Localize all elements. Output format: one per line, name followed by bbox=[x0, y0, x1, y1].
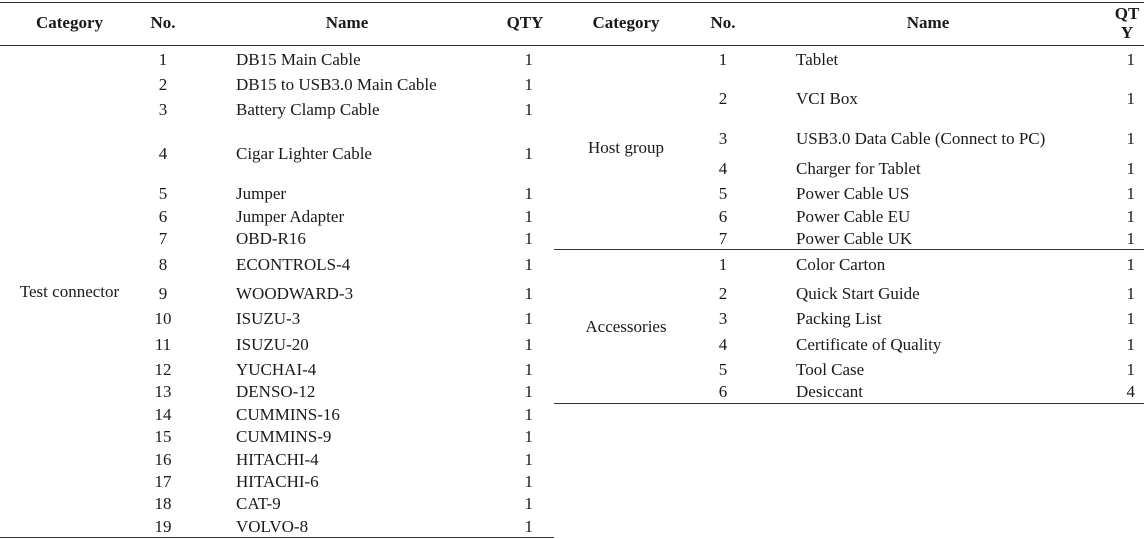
header-qty: QTY bbox=[506, 13, 544, 32]
row-quantity: 1 bbox=[1126, 207, 1135, 226]
row-item-name: CUMMINS-16 bbox=[236, 405, 340, 424]
row-item-name: HITACHI-4 bbox=[236, 450, 319, 469]
row-quantity: 1 bbox=[524, 450, 533, 469]
row-quantity: 1 bbox=[1126, 360, 1135, 379]
row-quantity: 1 bbox=[1126, 229, 1135, 248]
row-quantity: 1 bbox=[1126, 159, 1135, 178]
row-number: 2 bbox=[718, 89, 728, 108]
row-quantity: 1 bbox=[1126, 129, 1135, 148]
header-category: Category bbox=[35, 13, 104, 32]
row-number: 5 bbox=[718, 184, 728, 203]
row-item-name: ISUZU-20 bbox=[236, 335, 309, 354]
row-item-name: CAT-9 bbox=[236, 494, 281, 513]
header-name: Name bbox=[906, 13, 950, 32]
row-number: 12 bbox=[154, 360, 172, 379]
header-no: No. bbox=[150, 13, 176, 32]
row-item-name: Charger for Tablet bbox=[796, 159, 921, 178]
row-item-name: Color Carton bbox=[796, 255, 886, 274]
table-header-rule bbox=[0, 45, 554, 46]
row-number: 4 bbox=[158, 144, 168, 163]
row-item-name: USB3.0 Data Cable (Connect to PC) bbox=[796, 129, 1046, 148]
row-item-name: Certificate of Quality bbox=[796, 335, 942, 354]
row-item-name: OBD-R16 bbox=[236, 229, 306, 248]
row-item-name: CUMMINS-9 bbox=[236, 427, 332, 446]
row-quantity: 1 bbox=[524, 360, 533, 379]
header-no: No. bbox=[710, 13, 736, 32]
row-quantity: 1 bbox=[524, 382, 533, 401]
row-quantity: 1 bbox=[524, 75, 533, 94]
row-item-name: YUCHAI-4 bbox=[236, 360, 317, 379]
row-number: 3 bbox=[718, 129, 728, 148]
row-quantity: 1 bbox=[1126, 284, 1135, 303]
row-quantity: 1 bbox=[524, 207, 533, 226]
group-label-test-connector: Test connector bbox=[19, 282, 120, 301]
row-item-name: ECONTROLS-4 bbox=[236, 255, 351, 274]
group-label-accessories: Accessories bbox=[585, 317, 667, 336]
row-quantity: 1 bbox=[524, 100, 533, 119]
row-quantity: 1 bbox=[524, 335, 533, 354]
row-quantity: 1 bbox=[524, 184, 533, 203]
group-label-host-group: Host group bbox=[587, 138, 665, 157]
row-item-name: Battery Clamp Cable bbox=[236, 100, 380, 119]
row-item-name: WOODWARD-3 bbox=[236, 284, 354, 303]
row-item-name: ISUZU-3 bbox=[236, 309, 301, 328]
row-number: 18 bbox=[154, 494, 172, 513]
row-number: 6 bbox=[158, 207, 168, 226]
row-item-name: Desiccant bbox=[796, 382, 864, 401]
row-quantity: 1 bbox=[1126, 50, 1135, 69]
row-item-name: Packing List bbox=[796, 309, 882, 328]
row-quantity: 1 bbox=[524, 309, 533, 328]
table-bottom-rule bbox=[0, 537, 554, 538]
row-item-name: Quick Start Guide bbox=[796, 284, 920, 303]
row-number: 1 bbox=[718, 50, 728, 69]
row-item-name: VCI Box bbox=[796, 89, 858, 108]
row-item-name: VOLVO-8 bbox=[236, 517, 309, 536]
row-item-name: Jumper bbox=[236, 184, 287, 203]
row-quantity: 1 bbox=[524, 255, 533, 274]
row-item-name: DENSO-12 bbox=[236, 382, 316, 401]
header-category: Category bbox=[592, 13, 660, 32]
row-number: 1 bbox=[718, 255, 728, 274]
row-number: 5 bbox=[158, 184, 168, 203]
row-number: 7 bbox=[158, 229, 168, 248]
row-quantity: 1 bbox=[524, 427, 533, 446]
row-number: 5 bbox=[718, 360, 728, 379]
header-qty-line2: Y bbox=[1120, 22, 1134, 42]
row-item-name: HITACHI-6 bbox=[236, 472, 319, 491]
row-item-name: Power Cable US bbox=[796, 184, 910, 203]
row-quantity: 1 bbox=[1126, 309, 1135, 328]
test-connector-table bbox=[0, 0, 554, 539]
row-item-name: DB15 to USB3.0 Main Cable bbox=[236, 75, 437, 94]
row-number: 2 bbox=[718, 284, 728, 303]
row-item-name: Jumper Adapter bbox=[236, 207, 345, 226]
row-quantity: 1 bbox=[524, 284, 533, 303]
row-number: 8 bbox=[158, 255, 168, 274]
row-quantity: 1 bbox=[1126, 89, 1135, 108]
header-name: Name bbox=[325, 13, 369, 32]
row-number: 6 bbox=[718, 207, 728, 226]
row-number: 11 bbox=[154, 335, 172, 354]
group-divider-rule bbox=[554, 249, 1144, 250]
header-qty bbox=[1110, 0, 1144, 45]
row-item-name: Cigar Lighter Cable bbox=[236, 144, 372, 163]
row-quantity: 1 bbox=[1126, 184, 1135, 203]
row-quantity: 1 bbox=[1126, 335, 1135, 354]
row-number: 16 bbox=[154, 450, 172, 469]
row-item-name: DB15 Main Cable bbox=[236, 50, 361, 69]
row-number: 10 bbox=[154, 309, 172, 328]
row-number: 19 bbox=[154, 517, 172, 536]
row-number: 9 bbox=[158, 284, 168, 303]
row-number: 15 bbox=[154, 427, 172, 446]
row-item-name: Power Cable UK bbox=[796, 229, 913, 248]
row-quantity: 1 bbox=[524, 405, 533, 424]
row-number: 17 bbox=[154, 472, 172, 491]
row-number: 2 bbox=[158, 75, 168, 94]
row-quantity: 1 bbox=[524, 472, 533, 491]
row-quantity: 1 bbox=[1126, 255, 1135, 274]
row-number: 7 bbox=[718, 229, 728, 248]
row-number: 1 bbox=[158, 50, 168, 69]
row-quantity: 1 bbox=[524, 229, 533, 248]
row-item-name: Power Cable EU bbox=[796, 207, 911, 226]
row-quantity: 1 bbox=[524, 517, 533, 536]
row-number: 3 bbox=[718, 309, 728, 328]
row-number: 4 bbox=[718, 335, 728, 354]
row-quantity: 1 bbox=[524, 50, 533, 69]
row-number: 14 bbox=[154, 405, 172, 424]
table-header-rule bbox=[554, 45, 1144, 46]
row-item-name: Tablet bbox=[796, 50, 839, 69]
table-bottom-rule bbox=[554, 403, 1144, 404]
row-quantity: 4 bbox=[1126, 382, 1135, 401]
row-number: 13 bbox=[154, 382, 172, 401]
row-number: 6 bbox=[718, 382, 728, 401]
row-number: 4 bbox=[718, 159, 728, 178]
row-quantity: 1 bbox=[524, 494, 533, 513]
row-number: 3 bbox=[158, 100, 168, 119]
header-qty-line1: QT bbox=[1114, 3, 1140, 23]
row-item-name: Tool Case bbox=[796, 360, 865, 379]
row-quantity: 1 bbox=[524, 144, 533, 163]
host-and-accessories-table bbox=[554, 0, 1144, 405]
